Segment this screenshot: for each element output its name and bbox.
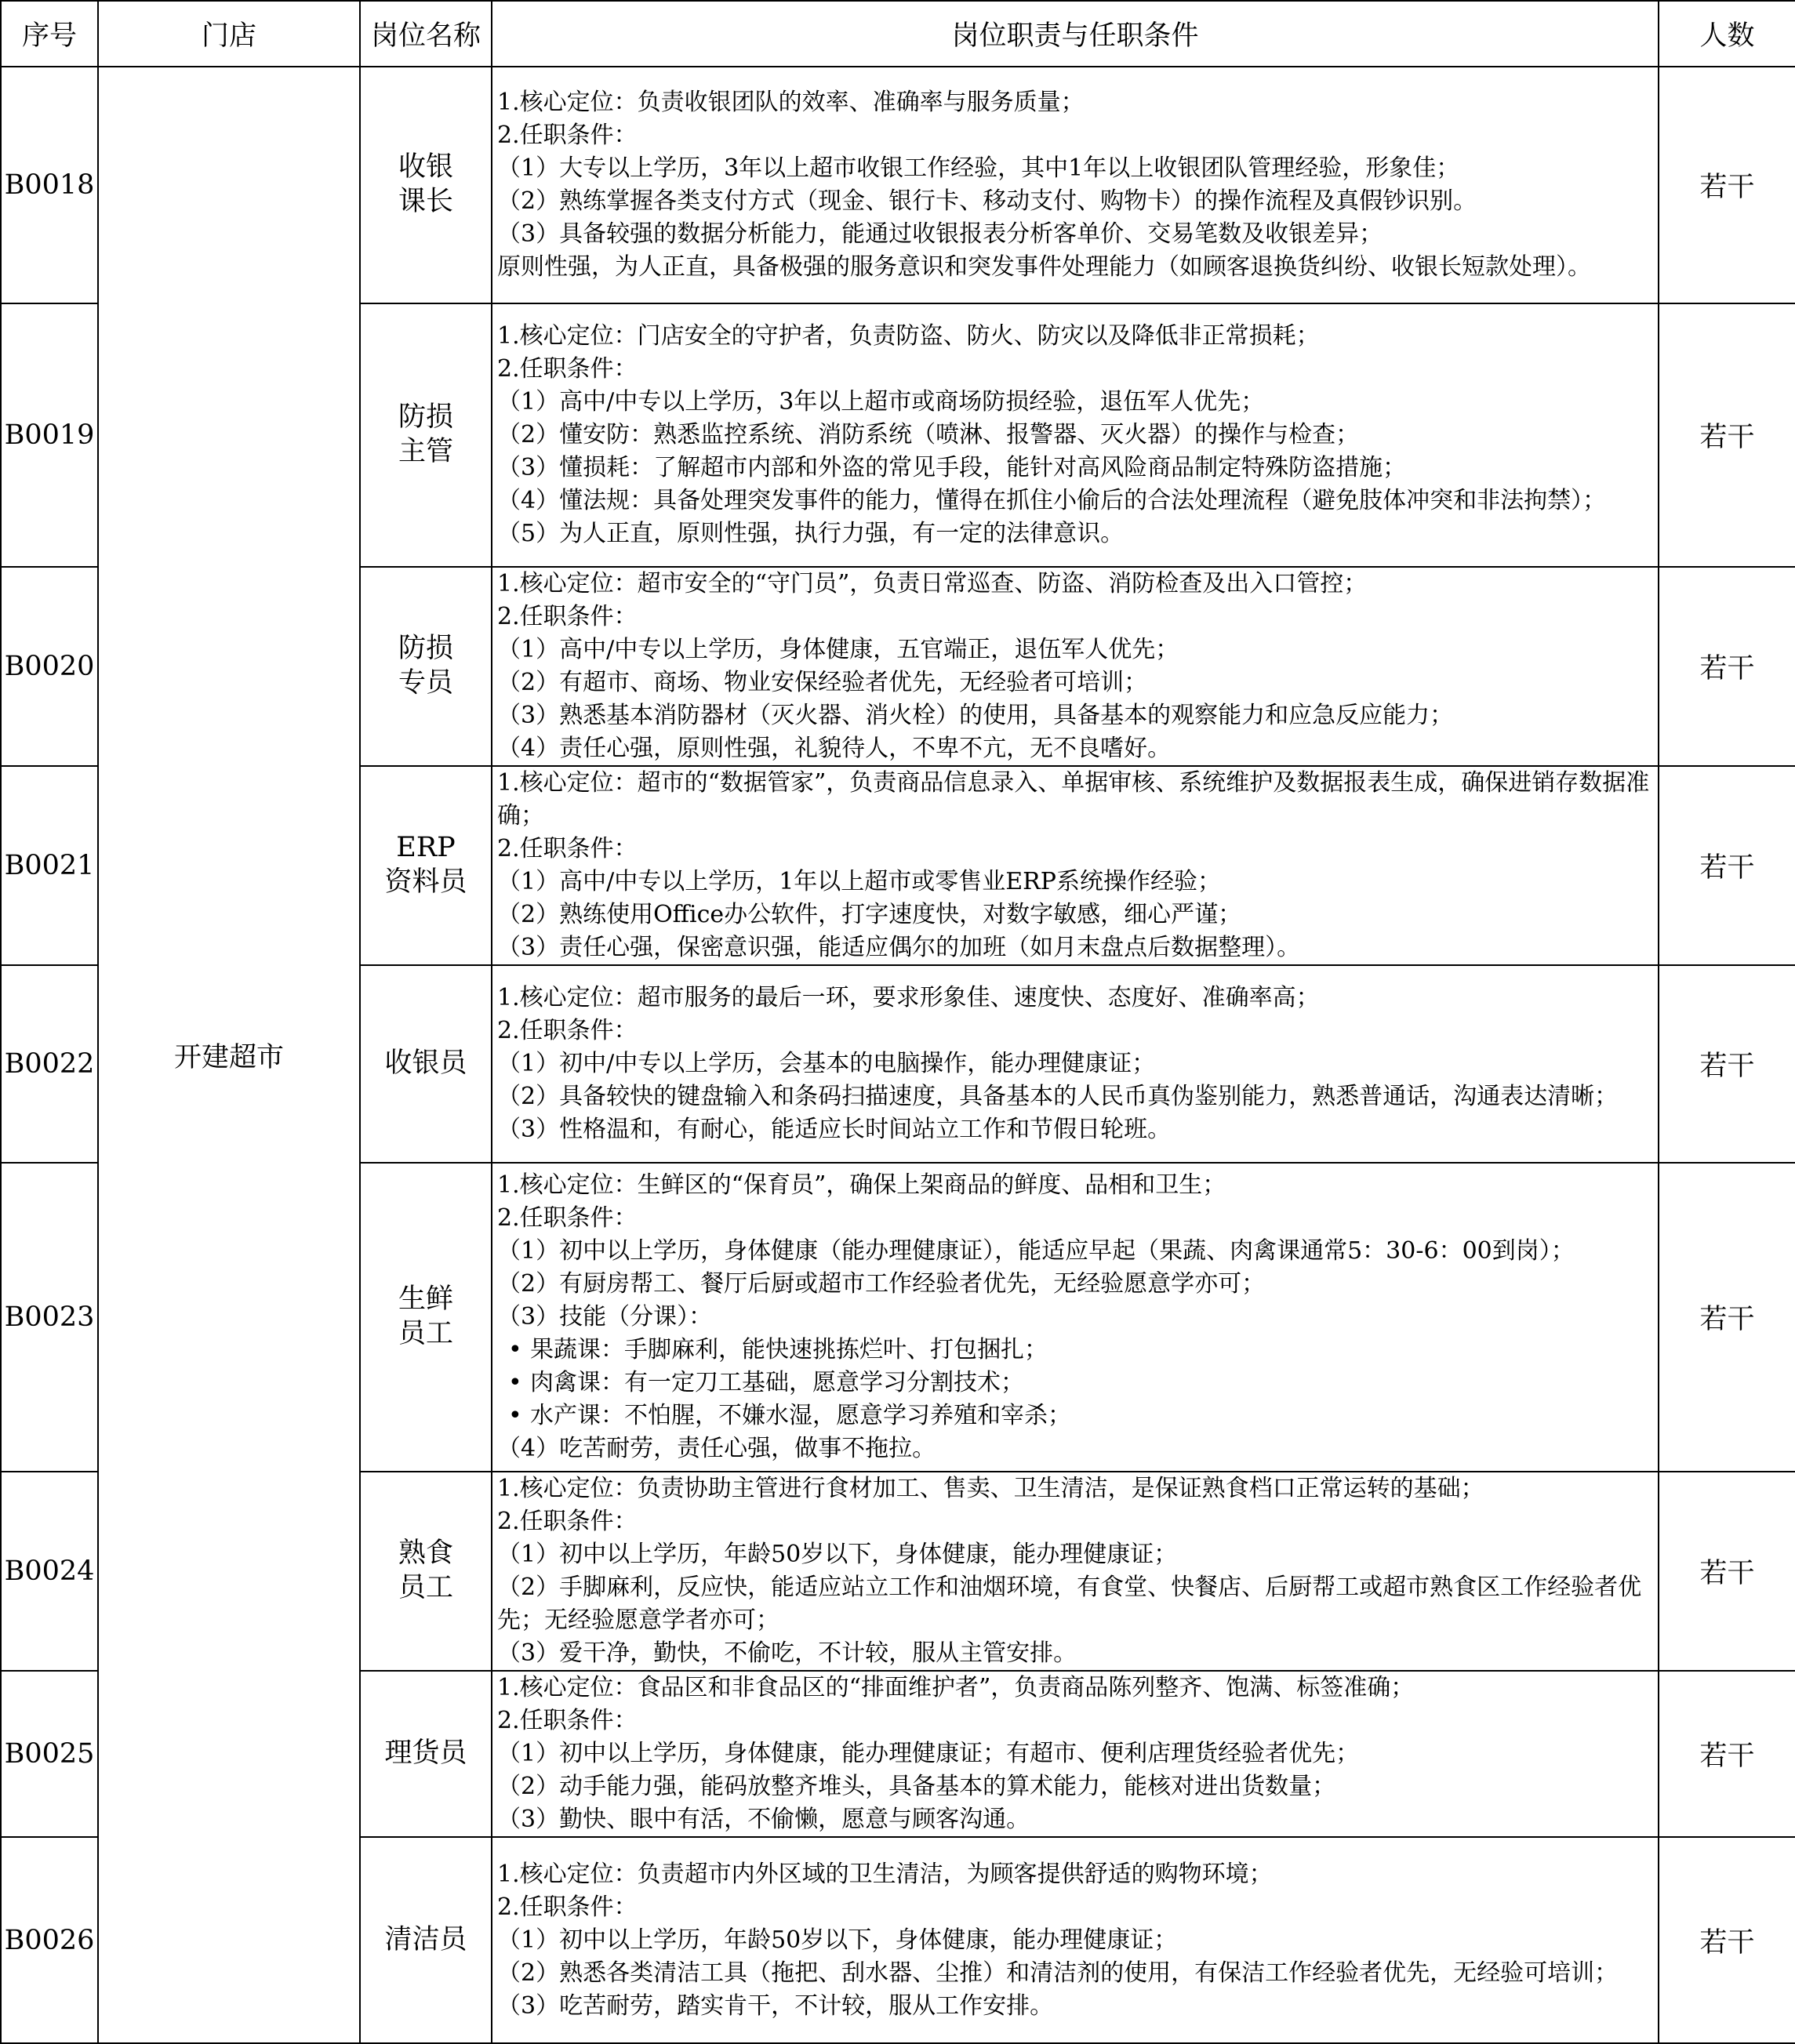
duty-line: 2.任职条件： [497, 1508, 638, 1535]
duty-line: 1.核心定位：食品区和非食品区的“排面维护者”，负责商品陈列整齐、饱满、标签准确； [497, 1674, 1415, 1701]
duty-line: （2）动手能力强，能码放整齐堆头，具备基本的算术能力，能核对进出货数量； [497, 1773, 1336, 1800]
duties-cell [492, 67, 1659, 303]
headcount: 若干 [1659, 766, 1795, 965]
duty-line: 1.核心定位：超市的“数据管家”，负责商品信息录入、单据审核、系统维护及数据报表生成，确保进销存数据准确； [497, 769, 1650, 830]
position-name [360, 1163, 492, 1472]
duties-cell [492, 1671, 1659, 1837]
duty-line: （3）爱干净，勤快，不偷吃，不计较，服从主管安排。 [497, 1639, 1077, 1667]
store-name: 开建超市 [98, 67, 360, 2043]
duty-line: （3）勤快、眼中有活，不偷懒，愿意与顾客沟通。 [497, 1806, 1030, 1833]
header-store: 门店 [98, 1, 360, 67]
headcount: 若干 [1659, 567, 1795, 766]
position-name-line: 专员 [398, 667, 453, 699]
duty-line: （2）有厨房帮工、餐厅后厨或超市工作经验者优先，无经验愿意学亦可； [497, 1270, 1266, 1298]
skill-bullet: • 肉禽课：有一定刀工基础，愿意学习分割技术； [497, 1367, 1653, 1400]
position-name [360, 67, 492, 303]
skill-bullet: • 果蔬课：手脚麻利，能快速挑拣烂叶、打包捆扎； [497, 1334, 1653, 1367]
duty-line: 2.任职条件： [497, 1707, 638, 1734]
row-code: B0022 [1, 965, 98, 1163]
position-name-line: 理货员 [384, 1737, 467, 1770]
headcount: 若干 [1659, 1837, 1795, 2043]
position-name [360, 1671, 492, 1837]
duty-line: （2）熟练掌握各类支付方式（现金、银行卡、移动支付、购物卡）的操作流程及真假钞识别。 [497, 187, 1477, 215]
headcount: 若干 [1659, 303, 1795, 567]
duty-line: （1）高中/中专以上学历，1年以上超市或零售业ERP系统操作经验； [497, 868, 1221, 895]
position-name [360, 1837, 492, 2043]
duty-line: 2.任职条件： [497, 122, 638, 149]
row-code: B0024 [1, 1472, 98, 1671]
position-name-line: 员工 [398, 1318, 453, 1349]
row-code: B0019 [1, 303, 98, 567]
duty-line: （2）有超市、商场、物业安保经验者优先，无经验者可培训； [497, 669, 1148, 696]
duty-line: （1）初中以上学历，身体健康（能办理健康证），能适应早起（果蔬、肉禽课通常5：30-6：00到岗）； [497, 1237, 1575, 1265]
position-name-line: 员工 [398, 1572, 453, 1603]
position-name [360, 567, 492, 766]
duty-line: （3）熟悉基本消防器材（灭火器、消火栓）的使用，具备基本的观察能力和应急反应能力； [497, 702, 1454, 729]
duty-line: 1.核心定位：超市安全的“守门员”，负责日常巡查、防盗、消防检查及出入口管控； [497, 570, 1368, 597]
position-name-line: 清洁员 [384, 1923, 467, 1955]
duty-line: （1）高中/中专以上学历，3年以上超市或商场防损经验，退伍军人优先； [497, 388, 1265, 416]
duty-line: （2）熟悉各类清洁工具（拖把、刮水器、尘推）和清洁剂的使用，有保洁工作经验者优先，无经验可培训； [497, 1959, 1619, 1987]
position-name [360, 1472, 492, 1671]
row-code: B0023 [1, 1163, 98, 1472]
duties-cell [492, 303, 1659, 567]
duty-line: （3）吃苦耐劳，踏实肯干，不计较，服从工作安排。 [497, 1991, 1054, 2020]
duty-line: 2.任职条件： [497, 1204, 638, 1232]
position-name-line: 防损 [398, 633, 453, 665]
duty-line: 2.任职条件： [497, 835, 638, 862]
duty-line: 1.核心定位：负责超市内外区域的卫生清洁，为顾客提供舒适的购物环境； [497, 1860, 1273, 1888]
row-code: B0018 [1, 67, 98, 303]
duty-line: （1）高中/中专以上学历，身体健康，五官端正，退伍军人优先； [497, 636, 1179, 663]
position-name-line: 熟食 [398, 1538, 453, 1570]
duties-cell [492, 766, 1659, 965]
row-code: B0020 [1, 567, 98, 766]
position-name-line: 主管 [398, 436, 453, 467]
position-name-line: ERP [396, 832, 456, 864]
duty-line: 1.核心定位：门店安全的守护者，负责防盗、防火、防灾以及降低非正常损耗； [497, 322, 1320, 350]
position-name-line: 生鲜 [398, 1283, 453, 1316]
header-code: 序号 [1, 1, 98, 67]
header-duties: 岗位职责与任职条件 [492, 1, 1659, 67]
duty-line: （2）具备较快的键盘输入和条码扫描速度，具备基本的人民币真伪鉴别能力，熟悉普通话，沟通表达清晰； [497, 1083, 1619, 1110]
duty-line: 2.任职条件： [497, 1017, 638, 1044]
position-name-line: 收银 [398, 151, 453, 183]
headcount: 若干 [1659, 1671, 1795, 1837]
duty-line: （2）熟练使用Office办公软件，打字速度快，对数字敏感，细心严谨； [497, 901, 1242, 928]
duty-line: （1）初中以上学历，年龄50岁以下，身体健康，能办理健康证； [497, 1541, 1178, 1568]
duty-line: 2.任职条件： [497, 355, 638, 383]
duty-line: （1）初中/中专以上学历，会基本的电脑操作，能办理健康证； [497, 1050, 1156, 1077]
duty-line: （4）责任心强，原则性强，礼貌待人，不卑不亢，无不良嗜好。 [497, 735, 1172, 762]
header-count: 人数 [1659, 1, 1795, 67]
duty-line: 1.核心定位：超市服务的最后一环，要求形象佳、速度快、态度好、准确率高； [497, 984, 1320, 1011]
duty-line: （3）性格温和，有耐心，能适应长时间站立工作和节假日轮班。 [497, 1116, 1172, 1143]
position-name-line: 收银员 [384, 1047, 467, 1080]
duties-cell [492, 1163, 1659, 1472]
duty-line: （5）为人正直，原则性强，执行力强，有一定的法律意识。 [497, 520, 1125, 547]
duty-line: 1.核心定位：负责收银团队的效率、准确率与服务质量； [497, 89, 1085, 116]
row-code: B0025 [1, 1671, 98, 1837]
duty-line: 2.任职条件： [497, 603, 638, 630]
duty-line: 1.核心定位：生鲜区的“保育员”，确保上架商品的鲜度、品相和卫生； [497, 1171, 1226, 1199]
duties-cell [492, 1837, 1659, 2043]
row-code: B0021 [1, 766, 98, 965]
duty-line: （1）初中以上学历，身体健康，能办理健康证；有超市、便利店理货经验者优先； [497, 1740, 1360, 1767]
duty-line: 2.任职条件： [497, 1893, 638, 1921]
duty-line: （4）吃苦耐劳，责任心强，做事不拖拉。 [497, 1435, 936, 1462]
position-name-line: 课长 [398, 186, 453, 217]
headcount: 若干 [1659, 965, 1795, 1163]
duty-line: （3）懂损耗：了解超市内部和外盗的常见手段，能针对高风险商品制定特殊防盗措施； [497, 454, 1407, 481]
position-name [360, 303, 492, 567]
duty-line: （1）初中以上学历，年龄50岁以下，身体健康，能办理健康证； [497, 1926, 1178, 1954]
duty-line: （2）手脚麻利，反应快，能适应站立工作和油烟环境，有食堂、快餐店、后厨帮工或超市熟食区工作经验者优先；无经验愿意学者亦可； [497, 1574, 1642, 1634]
position-name-line: 防损 [398, 401, 453, 434]
duties-cell [492, 567, 1659, 766]
row-code: B0026 [1, 1837, 98, 2043]
position-name [360, 766, 492, 965]
duty-line: 1.核心定位：负责协助主管进行食材加工、售卖、卫生清洁，是保证熟食档口正常运转的基础； [497, 1475, 1484, 1502]
skill-bullet: • 水产课：不怕腥，不嫌水湿，愿意学习养殖和宰杀； [497, 1400, 1653, 1432]
duties-cell [492, 1472, 1659, 1671]
header-position: 岗位名称 [360, 1, 492, 67]
duties-cell [492, 965, 1659, 1163]
headcount: 若干 [1659, 1472, 1795, 1671]
duty-line: 原则性强，为人正直，具备极强的服务意识和突发事件处理能力（如顾客退换货纠纷、收银长短款处理）。 [497, 253, 1591, 281]
duty-line: （3）具备较强的数据分析能力，能通过收银报表分析客单价、交易笔数及收银差异； [497, 220, 1383, 248]
duty-line: （2）懂安防：熟悉监控系统、消防系统（喷淋、报警器、灭火器）的操作与检查； [497, 421, 1360, 448]
position-name [360, 965, 492, 1163]
headcount: 若干 [1659, 1163, 1795, 1472]
table-row [1, 67, 1795, 303]
duty-line: （3）责任心强，保密意识强，能适应偶尔的加班（如月末盘点后数据整理）。 [497, 934, 1301, 961]
duty-line: （4）懂法规：具备处理突发事件的能力，懂得在抓住小偷后的合法处理流程（避免肢体冲突和非法拘禁）； [497, 487, 1607, 514]
header-row [1, 1, 1795, 67]
position-name-line: 资料员 [384, 866, 467, 898]
headcount: 若干 [1659, 67, 1795, 303]
duty-line: （3）技能（分课）： [497, 1303, 713, 1331]
duty-line: （1）大专以上学历，3年以上超市收银工作经验，其中1年以上收银团队管理经验，形象佳； [497, 154, 1460, 182]
